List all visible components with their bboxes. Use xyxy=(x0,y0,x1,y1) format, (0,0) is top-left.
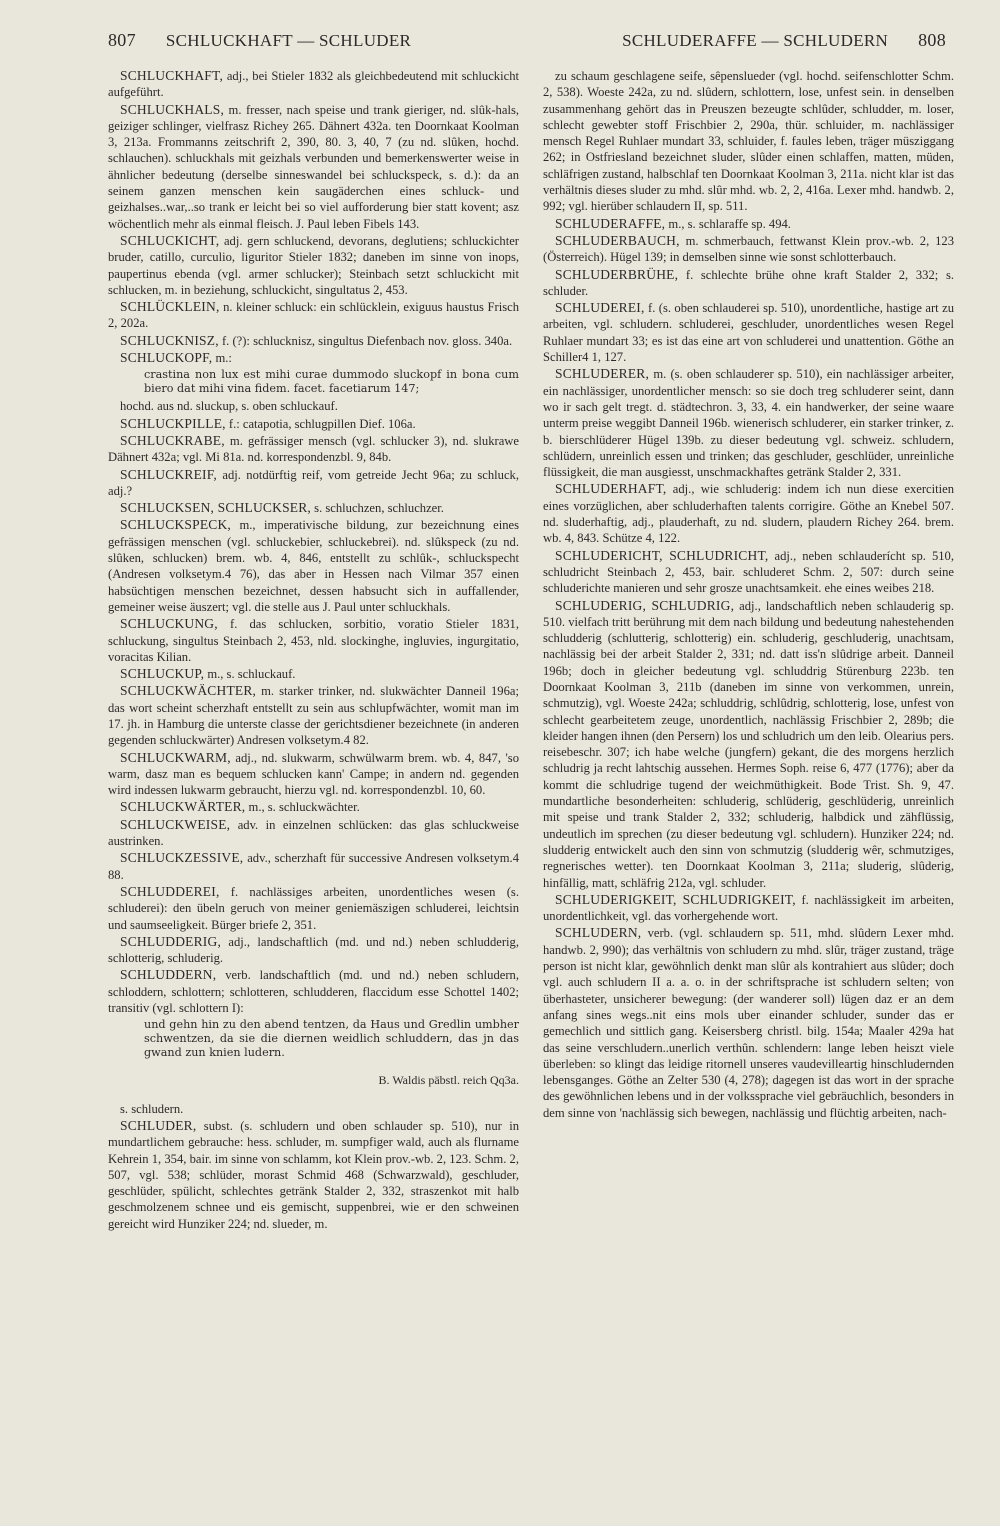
dictionary-entry xyxy=(543,300,954,365)
entry-definition: adv., scherzhaft für successive Andresen volksetym.4 88. xyxy=(108,851,519,882)
entry-definition: m. fresser, nach speise und trank gieriger, nd. slûk-hals, geiziger schlinger, vielfrasz Richey 265. Dähnert 432a. ten Doornkaat Koolman 3, 213a. Frommanns zeitschrift 2, 390, 80. 3, 40, 7 (zu nd. slûken, hochd. schlauchen). schluckhals mit geizhals verbunden und bemerkenswerter weise in ähnlicher bedeutung (derselbe sinneswandel bei schluckspeck, s. d.): da an seinem ganzen menschen kein saugäderchen eines schluck- und geizhalses..war,..so trank er leicht bei so viel aufforderung bier statt kovent; asz wöchentlich mehr als einmal fleisch. J. Paul leben Fibels 143. xyxy=(108,102,519,231)
entry-headword: SCHLUCKUP, xyxy=(120,666,205,682)
entry-headword: SCHLUDERHAFT, xyxy=(555,481,667,497)
dictionary-entry xyxy=(108,666,519,682)
entry-definition: f.: catapotia, schlugpillen Dief. 106a. xyxy=(228,416,416,431)
entry-definition: adj., wie schluderig: indem ich nun diese exercitien eines vorzüglichen, aber schluderhaften talents corrigire. Göthe an Knebel 507. nd. sluderhaftig, adj., plauderhaft, zu nd. sludern, plaudern Richey 264. brem. wb. 4, 843. Schütze 4, 122. xyxy=(543,482,954,546)
entry-headword: SCHLUCKSPECK, xyxy=(120,517,232,533)
entry-definition: adj., nd. slukwarm, schwülwarm brem. wb. 4, 847, 'so warm, dasz man es bequem schlucken kann' Campe; in andern nd. gegenden wird indessen lukwarm gebraucht, hierzu vgl. nd. korrespondenzbl. 10, 60. xyxy=(108,750,519,798)
entry-definition: s. schluchzen, schluchzer. xyxy=(314,501,444,516)
entry-headword: SCHLUCKUNG, xyxy=(120,616,218,632)
entry-definition: n. kleiner schluck: ein schlücklein, exiguus haustus Frisch 2, 202a. xyxy=(108,300,519,331)
header-right xyxy=(622,30,946,51)
entry-headword: SCHLUCKNISZ, xyxy=(120,332,219,348)
dictionary-entry xyxy=(543,68,954,215)
left-page-number: 807 xyxy=(108,30,136,50)
entry-headword: SCHLUDDERIG, xyxy=(120,933,222,949)
dictionary-entry xyxy=(108,817,519,850)
dictionary-entry xyxy=(108,1118,519,1232)
dictionary-entry xyxy=(108,967,519,1016)
entry-headword: SCHLUDDERN, xyxy=(120,967,217,983)
entry-definition: hochd. aus nd. sluckup, s. oben schluckauf. xyxy=(120,399,338,414)
entry-definition: adv. in einzelnen schlücken: das glas schluckweise austrinken. xyxy=(108,817,519,849)
entry-definition: m. schmerbauch, fettwanst Klein prov.-wb. 2, 123 (Österreich). Hügel 139; in demselben sinne wie sonst schlotterbauch. xyxy=(543,233,954,265)
dictionary-entry xyxy=(108,416,519,432)
entry-definition: m. starker trinker, nd. slukwächter Danneil 196a; das wort scheint scherzhaft entstellt zu sein aus schlupfwächter, womit man im 17. jh. in Hamburg die unterste classe der gerichtsdiener bezeichnete (in anderen gegenden schluckwärter) Andresen volksetym.4 82. xyxy=(108,684,519,748)
dictionary-entry xyxy=(108,68,519,101)
entry-definition: f. schlechte brühe ohne kraft Stalder 2, 332; s. schluder. xyxy=(543,267,954,298)
entry-definition: verb. landschaftlich (md. und nd.) neben schludern, schloddern, schlottern; schlotteren, schludderen, flaccidum esse Schottel 1402; transitiv (vgl. schlottern I): xyxy=(108,968,519,1016)
dictionary-entry xyxy=(543,216,954,232)
dictionary-entry xyxy=(108,398,519,414)
dictionary-entry xyxy=(108,799,519,815)
entry-definition: m., s. schlaraffe sp. 494. xyxy=(668,216,791,231)
dictionary-entry xyxy=(543,481,954,546)
entry-headword: SCHLUCKREIF, xyxy=(120,466,217,482)
entry-headword: SCHLUDERIG, SCHLUDRIG, xyxy=(555,597,735,613)
entry-definition: f. (s. oben schlauderei sp. 510), unordentliche, hastige art zu arbeiten, vgl. schludern. schluderei, geschluder, unordentliches wesen Regel Ruhlaer mundart 33; es ist das eine art von schluderei und unattention. Göthe an Schiller4 1, 127. xyxy=(543,301,954,365)
entry-definition: zu schaum geschlagene seife, sêpenslueder (vgl. hochd. seifenschlotter Schm. 2, 538). Woeste 242a, zu nd. slûdern, schlottern, lose, unfest sein. in denselben zusammenhang gehört das in Preuszen bezeugte schlûder, schludder, m. loser, schlecht gewebter stoff Frischbier 2, 290a, thür. schluider, m. nachlässiger mensch Regel Ruhlaer mundart 33, schluider, f. faules leben, träger müsziggang 262; in Ostfriesland bezeichnet sluder, slûder einen schlaffen, matten, müden, schläfrigen zustand, halbschlaf ten Doornkaat Koolman 3, 211a. nicht klar ist das verhältnis dieses sluder zu mhd. slûr mhd. wb. 2, 2, 416a. Lexer mhd. handwb. 2, 992; vgl. hierüber schlaudern II, sp. 511. xyxy=(543,69,954,214)
dictionary-entry xyxy=(543,925,954,1121)
entry-definition: adj., landschaftlich (md. und nd.) neben schludderig, schlotterig, schluderig. xyxy=(108,934,519,966)
entry-definition: subst. (s. schludern und oben schlauder sp. 510), nur in mundartlichem gebrauche: hess. schluder, m. sumpfiger wald, auch als flurname Kehrein 1, 354, bair. im sinne von schlamm, kot Klein prov.-wb. 2, 123. Schm. 2, 507, vgl. 538; schlüder, morast Schmid 468 (Schwarzwald), geschluder, geschlüder, spülicht, schlechtes getränk Stalder 2, 332, straszenkot mit halb geschmolzenem schnee und eis gemischt, suppenbrei, wie er den schweinen gereicht wird Hunziker 224; nd. slueder, m. xyxy=(108,1118,519,1231)
entry-definition: m. gefrässiger mensch (vgl. schlucker 3), nd. slukrawe Dähnert 432a; vgl. Mi 81a. nd. korrespondenzbl. 9, 84b. xyxy=(108,433,519,465)
left-running-title: SCHLUCKHAFT — SCHLUDER xyxy=(165,31,412,50)
entry-definition: m., s. schluckwächter. xyxy=(248,800,360,815)
dictionary-entry xyxy=(108,934,519,967)
entry-definition: f. (?): schlucknisz, singultus Diefenbach nov. gloss. 340a. xyxy=(221,333,513,348)
entry-definition: adj. notdürftig reif, vom getreide Jecht 96a; zu schluck, adj.? xyxy=(108,467,519,498)
dictionary-entry xyxy=(543,892,954,925)
citation-source: B. Waldis päbstl. reich Qq3a. xyxy=(378,1073,519,1088)
entry-definition: adj., landschaftlich neben schlauderig sp. 510. vielfach tritt berührung mit dem nach bildung und bedeutung nahestehenden schludderig (schlutterig, schlotterig) ein. schluderig, geschluderig, unachtsam, nachlässig bei der arbeit Stalder 2, 331; nd. datt iss'n slûdrige arbeit. Danneil 196b; doch in gleicher bedeutung vgl. schluddrig Stürenburg 223b. ten Doornkaat Koolman 3, 211b (daneben im sinne von verkommen, unrein, schmutzig), vgl. Woeste 242a; schluddrig, schlûdrig, schlotterig, lose, unfest von schlecht gearbeitetem zeuge, unordentlich, nachlässig Frischbier 2, 289b; die kleider hangen ihnen (den Persern) los und schludrich um den leib. Olearius pers. reisebeschr. 307; ich habe welche (jungfern) gekant, die des morgens herzlich schludrig ja recht lahtschig aussehen. Hermes Soph. reise 6, 477 (1776); aber da kommt die schludrige tugend der weichmüthigkeit. Bode Trist. Sh. 9, 47. mundartliche besonderheiten: schluderig, schlüderig, geschlüderig, unreinlich mit speise und trank Stalder 2, 332; schluderig, halbdick und zähflüssig, undeutlich im sprechen (zu dieser bedeutung vgl. schludern). Hunziker 224; nd. sludderig entwickelt auch den sinn von schmutzig (sludderig wêr, schmutziges, regnerisches wetter). ten Doornkaat Koolman 3, 211a; sluderig, slûderig, hinfällig, matt, schläfrig 212a, vgl. schluder. xyxy=(543,598,954,890)
dictionary-entry xyxy=(108,467,519,500)
dictionary-entry xyxy=(108,350,519,366)
right-running-title: SCHLUDERAFFE — SCHLUDERN xyxy=(622,31,889,50)
entry-headword: SCHLUCKZESSIVE, xyxy=(120,850,244,866)
entry-headword: SCHLUDERICHT, SCHLUDRICHT, xyxy=(555,547,769,563)
dictionary-entry xyxy=(108,616,519,665)
dictionary-entry xyxy=(108,333,519,349)
dictionary-entry xyxy=(108,299,519,332)
right-column xyxy=(543,68,954,1506)
entry-headword: SCHLUCKRABE, xyxy=(120,432,225,448)
citation-quote: und gehn hin zu den abend tentzen, da Haus und Gredlin umbher schwentzen, da sie die diernen weidlich schluddern, das jn das gwand zun knien ludern. xyxy=(144,1018,519,1060)
dictionary-entry xyxy=(108,884,519,933)
dictionary-entry xyxy=(108,102,519,232)
dictionary-entry xyxy=(108,683,519,748)
entry-headword: SCHLUCKOPF, xyxy=(120,350,213,366)
entry-definition: s. schludern. xyxy=(120,1101,184,1116)
left-column xyxy=(108,68,519,1506)
entry-definition: m.: xyxy=(215,351,232,366)
entry-headword: SCHLUCKWÄCHTER, xyxy=(120,683,257,699)
entry-headword: SCHLUDERIGKEIT, SCHLUDRIGKEIT, xyxy=(555,891,796,907)
entry-definition: f. das schlucken, sorbitio, voratio Stieler 1831, schluckung, singultus Steinbach 2, 453, nld. slockinghe, ingluvies, ingurgitatio, voracitas Kilian. xyxy=(108,617,519,664)
header-left xyxy=(108,30,411,51)
dictionary-entry xyxy=(543,366,954,480)
dictionary-entry xyxy=(543,548,954,597)
dictionary-entry xyxy=(108,233,519,298)
citation-quote: crastina non lux est mihi curae dummodo sluckopf in bona cum biero dat mihi vina fidem. facet. facetiarum 147; xyxy=(144,368,519,396)
dictionary-entry xyxy=(543,267,954,300)
entry-headword: SCHLUCKWARM, xyxy=(120,749,231,765)
entry-headword: SCHLUCKWÄRTER, xyxy=(120,799,246,815)
entry-headword: SCHLUDERER, xyxy=(555,366,650,382)
entry-headword: SCHLUCKPILLE, xyxy=(120,415,226,431)
entry-headword: SCHLUDERN, xyxy=(555,925,642,941)
entry-headword: SCHLUDERAFFE, xyxy=(555,215,666,231)
dictionary-entry xyxy=(108,433,519,466)
page-header xyxy=(108,30,946,60)
right-page-number: 808 xyxy=(918,30,946,50)
entry-headword: SCHLUCKICHT, xyxy=(120,232,220,248)
entry-definition: f. nachlässiges arbeiten, unordentliches wesen (s. schluderei): den übeln geruch von meiner geniemäszigen schluderei, leichtsin und saumseeligkeit. Bürger briefe 2, 351. xyxy=(108,884,519,932)
dictionary-entry xyxy=(108,1101,519,1117)
dictionary-entry xyxy=(543,598,954,891)
entry-headword: SCHLUDDEREI, xyxy=(120,883,220,899)
entry-headword: SCHLUCKWEISE, xyxy=(120,816,231,832)
entry-definition: adj. gern schluckend, devorans, deglutiens; schluckichter bruder, catillo, curculio, liguritor Stieler 1832; daneben im sinne von inops, paupertinus ebenda (vgl. armer schlucker); Steinbach setzt schluckicht mit schlucken, m. in beziehung, schluckicht, singultatus 2, 453. xyxy=(108,233,519,297)
entry-headword: SCHLUDEREI, xyxy=(555,300,645,316)
entry-headword: SCHLÜCKLEIN, xyxy=(120,299,220,315)
entry-definition: adj., bei Stieler 1832 als gleichbedeutend mit schluckicht aufgeführt. xyxy=(108,69,519,100)
entry-headword: SCHLUDER, xyxy=(120,1117,197,1133)
entry-headword: SCHLUCKHALS, xyxy=(120,101,225,117)
entry-definition: m., imperativische bildung, zur bezeichnung eines gefrässigen menschen (vgl. schluckebier, schluckebrei). nd. slûkspeck (zu nd. slûken, schlucken) brem. wb. 4, 846, entstellt zu schlûk-, schluckspecht (Andresen volksetym.4 76), das aber in Hessen nach Vilmar 357 einen habsüchtigen menschen bezeichnet, dessen habsucht sich in auffallender, gemeiner weise äuszert; vgl. die stelle aus J. Paul unter schluckhals. xyxy=(108,518,519,614)
dictionary-entry xyxy=(108,517,519,615)
dictionary-entry xyxy=(108,750,519,799)
entry-definition: adj., neben schlauderícht sp. 510, schludricht Steinbach 2, 453, bair. schluderet Schm. 2, 507: durch seine schluderichte manieren und sehr grosze unachtsamkeit. ehe eines weibes 218. xyxy=(543,548,954,596)
entry-headword: SCHLUCKHAFT, xyxy=(120,68,224,83)
dictionary-entry xyxy=(108,500,519,516)
dictionary-entry xyxy=(108,850,519,883)
entry-definition: m., s. schluckauf. xyxy=(207,667,296,682)
entry-headword: SCHLUCKSEN, SCHLUCKSER, xyxy=(120,500,312,516)
dictionary-entry xyxy=(543,233,954,266)
entry-headword: SCHLUDERBAUCH, xyxy=(555,232,680,248)
text-columns xyxy=(108,68,954,1506)
entry-definition: f. nachlässigkeit im arbeiten, unordentlichkeit, vgl. das vorhergehende wort. xyxy=(543,892,954,924)
entry-headword: SCHLUDERBRÜHE, xyxy=(555,266,679,282)
entry-definition: verb. (vgl. schlaudern sp. 511, mhd. slûdern Lexer mhd. handwb. 2, 990); das verhältnis von schludern zu mhd. slûr, träger zustand, träge person ist nicht klar, gewöhnlich denkt man slûr als kontrahiert aus slûder; doch vgl. auch schludern II a. a. o. in der schriftsprache ist schludern selten; von überhasteter, unsicherer bewegung: (der wanderer soll) lügen daz er an dem anfang sines wegs..nit eins mols uber einander schluder, sunder das er gemechlich und sittlich gang. Keisersberg christl. bilg. 154a; Maaler 429a hat das seine verschludern..unerlich verthûn. schlendern: lange leben heiszt viele überleben: so klingt das leidige ritornell unseres vaudevilleartig hinschludernden lebensganges. Göthe an Zelter 530 (4, 278); dagegen ist das wort in der sprache des gewöhnlichen lebens und in der volkssprache viel gebräuchlich, besonders in dem sinne von 'nachlässig sich bewegen, nachlässig und flüchtig arbeiten, nach- xyxy=(543,926,954,1120)
entry-definition: m. (s. oben schlauderer sp. 510), ein nachlässiger arbeiter, ein nachlässiger, unordentlicher mensch: so sie doch treg schluderer seint, dann wo ir sach gelt tregt. d. städtechron. 3, 33, 4. ein handwerker, der seine waare unterm preise weggibt Danneil 196b. wienerisch schluderer, ein starker trinker, z. b. bierschlüderer Hügel 139b. zu dieser bedeutung vgl. schweiz. schludern, schlüdern, unreinlich essen und trinken; das geschluder, geschlüder, unreinliche flüssigkeit, die man ausgiesst, unschmackhaftes getränk Stalder 2, 331. xyxy=(543,367,954,480)
